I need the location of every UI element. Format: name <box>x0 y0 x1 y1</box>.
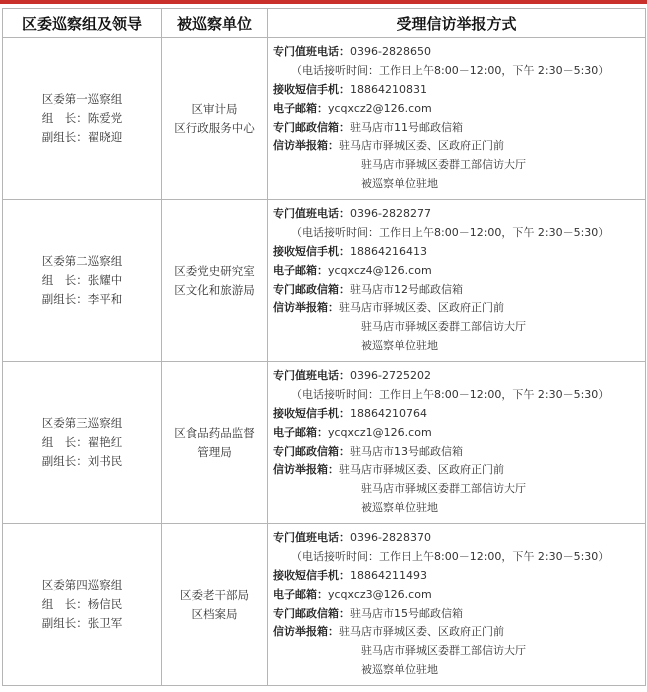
mailbox-label: 专门邮政信箱： <box>273 444 350 458</box>
email-address: ycqxcz3@126.com <box>328 587 432 601</box>
hotline-hours: （电话接听时间：工作日上午8:00－12:00，下午 2:30－5:30） <box>291 388 610 402</box>
hotline-hours: （电话接听时间：工作日上午8:00－12:00，下午 2:30－5:30） <box>291 550 610 564</box>
group-deputy: 副组长：刘书民 <box>41 454 123 468</box>
mailbox-label: 专门邮政信箱： <box>273 282 350 296</box>
mailbox-line <box>273 605 645 624</box>
sms-label: 接收短信手机： <box>273 82 350 96</box>
mailbox-label: 专门邮政信箱： <box>273 606 350 620</box>
group-cell <box>3 38 162 200</box>
sms-line <box>273 81 645 100</box>
report-box-location-3: 被巡察单位驻地 <box>361 338 438 352</box>
group-deputy: 副组长：李平和 <box>41 292 123 306</box>
group-name: 区委第二巡察组 <box>41 254 123 268</box>
hotline-label: 专门值班电话： <box>273 369 350 383</box>
report-box-location-1: 驻马店市驿城区委、区政府正门前 <box>339 625 504 639</box>
email-line <box>273 424 645 443</box>
report-box-location-3: 被巡察单位驻地 <box>361 176 438 190</box>
unit-line-1: 区食品药品监督 <box>174 425 255 440</box>
unit-line-2: 区档案局 <box>191 606 238 621</box>
header-inspected-unit: 被巡察单位 <box>162 9 268 38</box>
sms-label: 接收短信手机： <box>273 568 350 582</box>
sms-number: 18864210764 <box>350 406 427 420</box>
report-box-location-1: 驻马店市驿城区委、区政府正门前 <box>339 301 504 315</box>
email-label: 电子邮箱： <box>273 587 328 601</box>
sms-number: 18864210831 <box>350 82 427 96</box>
unit-line-2: 管理局 <box>197 444 232 459</box>
hotline-line <box>273 529 645 548</box>
table-row <box>3 362 646 524</box>
sms-label: 接收短信手机： <box>273 244 350 258</box>
mailbox-value: 驻马店市15号邮政信箱 <box>350 606 463 620</box>
report-box-line <box>273 623 645 642</box>
hotline-line <box>273 43 645 62</box>
email-line <box>273 100 645 119</box>
report-box-location-2: 驻马店市驿城区委群工部信访大厅 <box>361 320 526 334</box>
sms-line <box>273 243 645 262</box>
group-deputy: 副组长：翟晓迎 <box>41 130 123 144</box>
report-box-location-1: 驻马店市驿城区委、区政府正门前 <box>339 463 504 477</box>
hotline-hours: （电话接听时间：工作日上午8:00－12:00，下午 2:30－5:30） <box>291 64 610 78</box>
table-header-row <box>3 9 646 38</box>
email-line <box>273 262 645 281</box>
unit-line-2: 区文化和旅游局 <box>174 282 255 297</box>
hotline-number: 0396-2828650 <box>350 45 431 59</box>
group-name: 区委第四巡察组 <box>41 578 123 592</box>
unit-cell <box>162 38 268 200</box>
group-leader: 组 长：翟艳红 <box>41 435 123 449</box>
report-box-location-2: 驻马店市驿城区委群工部信访大厅 <box>361 644 526 658</box>
email-address: ycqxcz4@126.com <box>328 263 432 277</box>
group-deputy: 副组长：张卫军 <box>41 616 123 630</box>
hotline-line <box>273 205 645 224</box>
report-box-label: 信访举报箱： <box>273 301 339 315</box>
group-cell <box>3 362 162 524</box>
group-leader: 组 长：陈爱党 <box>41 111 123 125</box>
contact-cell <box>268 362 646 524</box>
sms-label: 接收短信手机： <box>273 406 350 420</box>
email-label: 电子邮箱： <box>273 425 328 439</box>
unit-cell <box>162 362 268 524</box>
group-cell <box>3 524 162 686</box>
mailbox-value: 驻马店市12号邮政信箱 <box>350 282 463 296</box>
mailbox-label: 专门邮政信箱： <box>273 120 350 134</box>
report-box-line <box>273 137 645 156</box>
contact-cell <box>268 200 646 362</box>
unit-line-1: 区审计局 <box>191 101 238 116</box>
report-box-location-2: 驻马店市驿城区委群工部信访大厅 <box>361 482 526 496</box>
report-box-location-3: 被巡察单位驻地 <box>361 500 438 514</box>
hotline-line <box>273 367 645 386</box>
report-box-location-2: 驻马店市驿城区委群工部信访大厅 <box>361 158 526 172</box>
hotline-number: 0396-2725202 <box>350 369 431 383</box>
group-leader: 组 长：杨信民 <box>41 597 123 611</box>
mailbox-line <box>273 119 645 138</box>
email-address: ycqxcz1@126.com <box>328 425 432 439</box>
report-box-label: 信访举报箱： <box>273 139 339 153</box>
mailbox-line <box>273 281 645 300</box>
unit-line-2: 区行政服务中心 <box>174 120 255 135</box>
hotline-label: 专门值班电话： <box>273 207 350 221</box>
mailbox-value: 驻马店市11号邮政信箱 <box>350 120 463 134</box>
unit-line-1: 区委党史研究室 <box>174 263 255 278</box>
group-name: 区委第三巡察组 <box>41 416 123 430</box>
contact-cell <box>268 38 646 200</box>
group-cell <box>3 200 162 362</box>
report-box-label: 信访举报箱： <box>273 463 339 477</box>
unit-cell <box>162 200 268 362</box>
header-inspection-group: 区委巡察组及领导 <box>3 9 162 38</box>
email-line <box>273 586 645 605</box>
sms-line <box>273 567 645 586</box>
sms-number: 18864216413 <box>350 244 427 258</box>
report-box-location-1: 驻马店市驿城区委、区政府正门前 <box>339 139 504 153</box>
table-row <box>3 38 646 200</box>
report-box-line <box>273 461 645 480</box>
email-label: 电子邮箱： <box>273 263 328 277</box>
report-box-label: 信访举报箱： <box>273 625 339 639</box>
group-leader: 组 长：张耀中 <box>41 273 123 287</box>
mailbox-line <box>273 443 645 462</box>
report-box-location-3: 被巡察单位驻地 <box>361 662 438 676</box>
email-label: 电子邮箱： <box>273 101 328 115</box>
hotline-label: 专门值班电话： <box>273 531 350 545</box>
sms-line <box>273 405 645 424</box>
table-row <box>3 524 646 686</box>
table-row <box>3 200 646 362</box>
sms-number: 18864211493 <box>350 568 427 582</box>
email-address: ycqxcz2@126.com <box>328 101 432 115</box>
hotline-number: 0396-2828277 <box>350 207 431 221</box>
group-name: 区委第一巡察组 <box>41 92 123 106</box>
unit-line-1: 区委老干部局 <box>180 587 249 602</box>
inspection-table <box>2 8 646 686</box>
header-report-methods: 受理信访举报方式 <box>268 9 646 38</box>
hotline-hours: （电话接听时间：工作日上午8:00－12:00，下午 2:30－5:30） <box>291 226 610 240</box>
contact-cell <box>268 524 646 686</box>
hotline-number: 0396-2828370 <box>350 531 431 545</box>
report-box-line <box>273 299 645 318</box>
unit-cell <box>162 524 268 686</box>
top-accent-line <box>0 0 647 4</box>
mailbox-value: 驻马店市13号邮政信箱 <box>350 444 463 458</box>
hotline-label: 专门值班电话： <box>273 45 350 59</box>
